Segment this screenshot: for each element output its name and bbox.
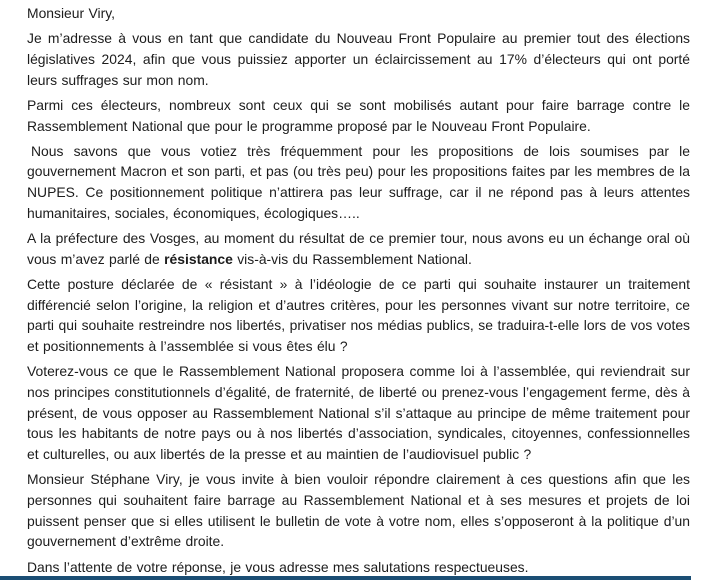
letter-body — [27, 3, 690, 582]
letter-paragraph-electeurs: Parmi ces électeurs, nombreux sont ceux qui se sont mobilisés autant pour faire barrage contre le Rassemblement National que pour le programme proposé par le Nouveau Front Populaire. — [27, 96, 690, 134]
letter-paragraph-resistance — [27, 228, 690, 269]
letter-paragraph-posture: Cette posture déclarée de « résistant » à l’idéologie de ce parti qui souhaite instaurer un traitement différencié selon l’origine, la religion et d’autres critères, pour les personnes vivant sur notre territoire, ce parti qui souhaite restreindre nos libertés, privatiser nos médias publics, se traduira-t-elle lors de vos votes et positionnements à l’assemblée si vous êtes élu ? — [27, 275, 690, 355]
resistance-text-before: A la préfecture des Vosges, au moment du résultat de ce premier tour, nous avons eu un échange oral où vous m’avez parlé de — [27, 230, 690, 267]
letter-closing: Dans l’attente de votre réponse, je vous adresse mes salutations respectueuses. — [27, 558, 529, 575]
letter-salutation: Monsieur Viry, — [27, 5, 115, 21]
bottom-border-rule — [0, 576, 691, 580]
letter-paragraph-votes: Nous savons que vous votiez très fréquemment pour les propositions de lois soumises par le gouvernement Macron et son parti, et pas (ou très peu) pour les propositions faites par les membres de la NUPES. Ce positionnement politique n’attirera pas leur suffrage, car il ne répond pas à leurs attentes humanitaires, sociales, économiques, écologiques….. — [27, 142, 690, 221]
resistance-bold-word: résistance — [164, 250, 233, 267]
resistance-text-after: vis-à-vis du Rassemblement National. — [232, 250, 472, 267]
letter-paragraph-voterez: Voterez-vous ce que le Rassemblement National proposera comme loi à l’assemblée, qui reviendrait sur nos principes constitutionnels d’égalité, de fraternité, de liberté ou prenez-vous l’engagement ferme, dès à présent, de vous opposer au Rassemblement National s’il s’attaque au principe de même traitement pour tous les habitants de notre pays ou à nos libertés d’association, syndicales, citoyennes, confessionnelles et culturelles, ou aux libertés de la presse et au maintien de l’audiovisuel public ? — [27, 363, 690, 463]
letter-paragraph-invitation: Monsieur Stéphane Viry, je vous invite à bien vouloir répondre clairement à ces questions afin que les personnes qui souhaitent faire barrage au Rassemblement National et à ses mesures et projets de loi puissent penser que si elles utilisent le bulletin de vote à votre nom, elles s’opposeront à la politique d’un gouvernement d’extrême droite. — [27, 471, 690, 550]
letter-paragraph-intro: Je m’adresse à vous en tant que candidate du Nouveau Front Populaire au premier tout des élections législatives 2024, afin que vous puissiez apporter un éclaircissement au 17% d’électeurs qui ont porté leurs suffrages sur mon nom. — [27, 30, 690, 88]
